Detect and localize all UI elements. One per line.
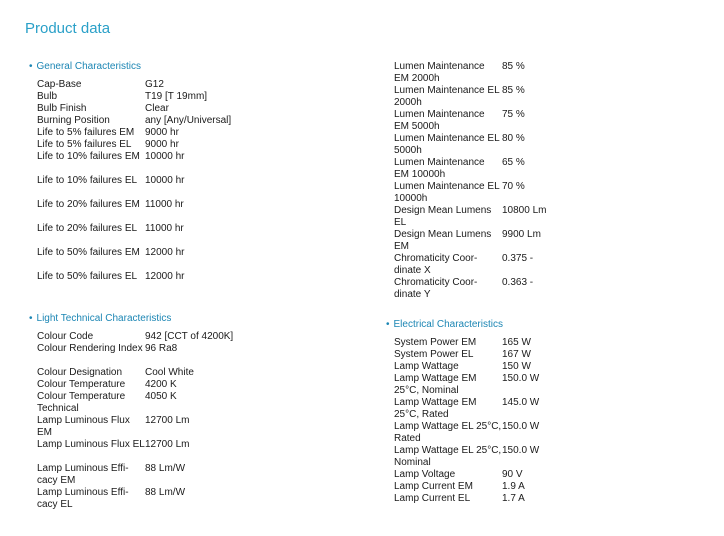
- table-row: Lumen Maintenance EM 5000h 75 %: [394, 109, 525, 132]
- table-row: Lumen Maintenance EL 10000h 70 %: [394, 181, 525, 204]
- table-row: Chromaticity Coor-dinate Y 0.363 -: [394, 277, 534, 300]
- table-row: System Power EM 165 W: [394, 337, 531, 348]
- bullet-icon: •: [29, 313, 33, 324]
- table-row: Burning Position any [Any/Universal]: [37, 115, 232, 126]
- table-row: Lumen Maintenance EM 2000h 85 %: [394, 61, 525, 84]
- table-row: Lumen Maintenance EL 5000h 80 %: [394, 133, 525, 156]
- table-row: Lamp Luminous Flux EL 12700 Lm: [37, 439, 190, 450]
- table-row: Lamp Luminous Effi-cacy EL 88 Lm/W: [37, 487, 186, 510]
- table-row: Life to 20% failures EL 11000 hr: [37, 223, 184, 234]
- table-row: Lamp Wattage EM 25°C, Rated 145.0 W: [394, 397, 540, 420]
- table-row: Chromaticity Coor-dinate X 0.375 -: [394, 253, 534, 276]
- table-row: Lamp Luminous Effi-cacy EM 88 Lm/W: [37, 463, 186, 486]
- table-row: Lamp Current EL 1.7 A: [394, 493, 525, 504]
- table-row: Life to 10% failures EM 10000 hr: [37, 151, 185, 162]
- table-row: Bulb T19 [T 19mm]: [37, 91, 208, 102]
- table-row: Colour Temperature 4200 K: [37, 379, 177, 390]
- table-row: Design Mean Lumens EL 10800 Lm: [394, 205, 547, 228]
- bullet-icon: •: [29, 61, 33, 72]
- table-row: Lumen Maintenance EL 2000h 85 %: [394, 85, 525, 108]
- table-row: Life to 50% failures EM 12000 hr: [37, 247, 185, 258]
- table-row: Lamp Wattage EL 25°C, Nominal 150.0 W: [394, 445, 540, 468]
- general-characteristics-table: [37, 79, 231, 295]
- table-row: Cap-Base G12: [37, 79, 164, 90]
- table-row: Life to 5% failures EL 9000 hr: [37, 139, 179, 150]
- general-characteristics-heading: • General Characteristics: [29, 61, 141, 72]
- table-row: Colour Code 942 [CCT of 4200K]: [37, 331, 234, 342]
- table-row: Life to 10% failures EL 10000 hr: [37, 175, 185, 186]
- table-row: Lumen Maintenance EM 10000h 65 %: [394, 157, 525, 180]
- lumen-maintenance-table: [394, 61, 546, 301]
- light-technical-characteristics-heading: • Light Technical Characteristics: [29, 313, 172, 324]
- electrical-characteristics-table: [394, 337, 539, 505]
- table-row: Lamp Luminous Flux EM 12700 Lm: [37, 415, 190, 438]
- table-row: Bulb Finish Clear: [37, 103, 169, 114]
- table-row: Life to 50% failures EL 12000 hr: [37, 271, 185, 282]
- table-row: Lamp Wattage EM 25°C, Nominal 150.0 W: [394, 373, 540, 396]
- electrical-characteristics-heading: • Electrical Characteristics: [386, 319, 503, 330]
- table-row: Lamp Wattage EL 25°C, Rated 150.0 W: [394, 421, 540, 444]
- table-row: Colour Rendering Index 96 Ra8: [37, 343, 178, 354]
- table-row: Colour Temperature Technical 4050 K: [37, 391, 177, 414]
- light-technical-characteristics-table: [37, 331, 233, 511]
- table-row: Life to 20% failures EM 11000 hr: [37, 199, 184, 210]
- table-row: Design Mean Lumens EM 9900 Lm: [394, 229, 541, 252]
- page-title: Product data: [25, 20, 111, 37]
- table-row: Lamp Current EM 1.9 A: [394, 481, 525, 492]
- table-row: Colour Designation Cool White: [37, 367, 194, 378]
- table-row: Lamp Wattage 150 W: [394, 361, 531, 372]
- table-row: Lamp Voltage 90 V: [394, 469, 523, 480]
- table-row: System Power EL 167 W: [394, 349, 531, 360]
- table-row: Life to 5% failures EM 9000 hr: [37, 127, 179, 138]
- bullet-icon: •: [386, 319, 390, 330]
